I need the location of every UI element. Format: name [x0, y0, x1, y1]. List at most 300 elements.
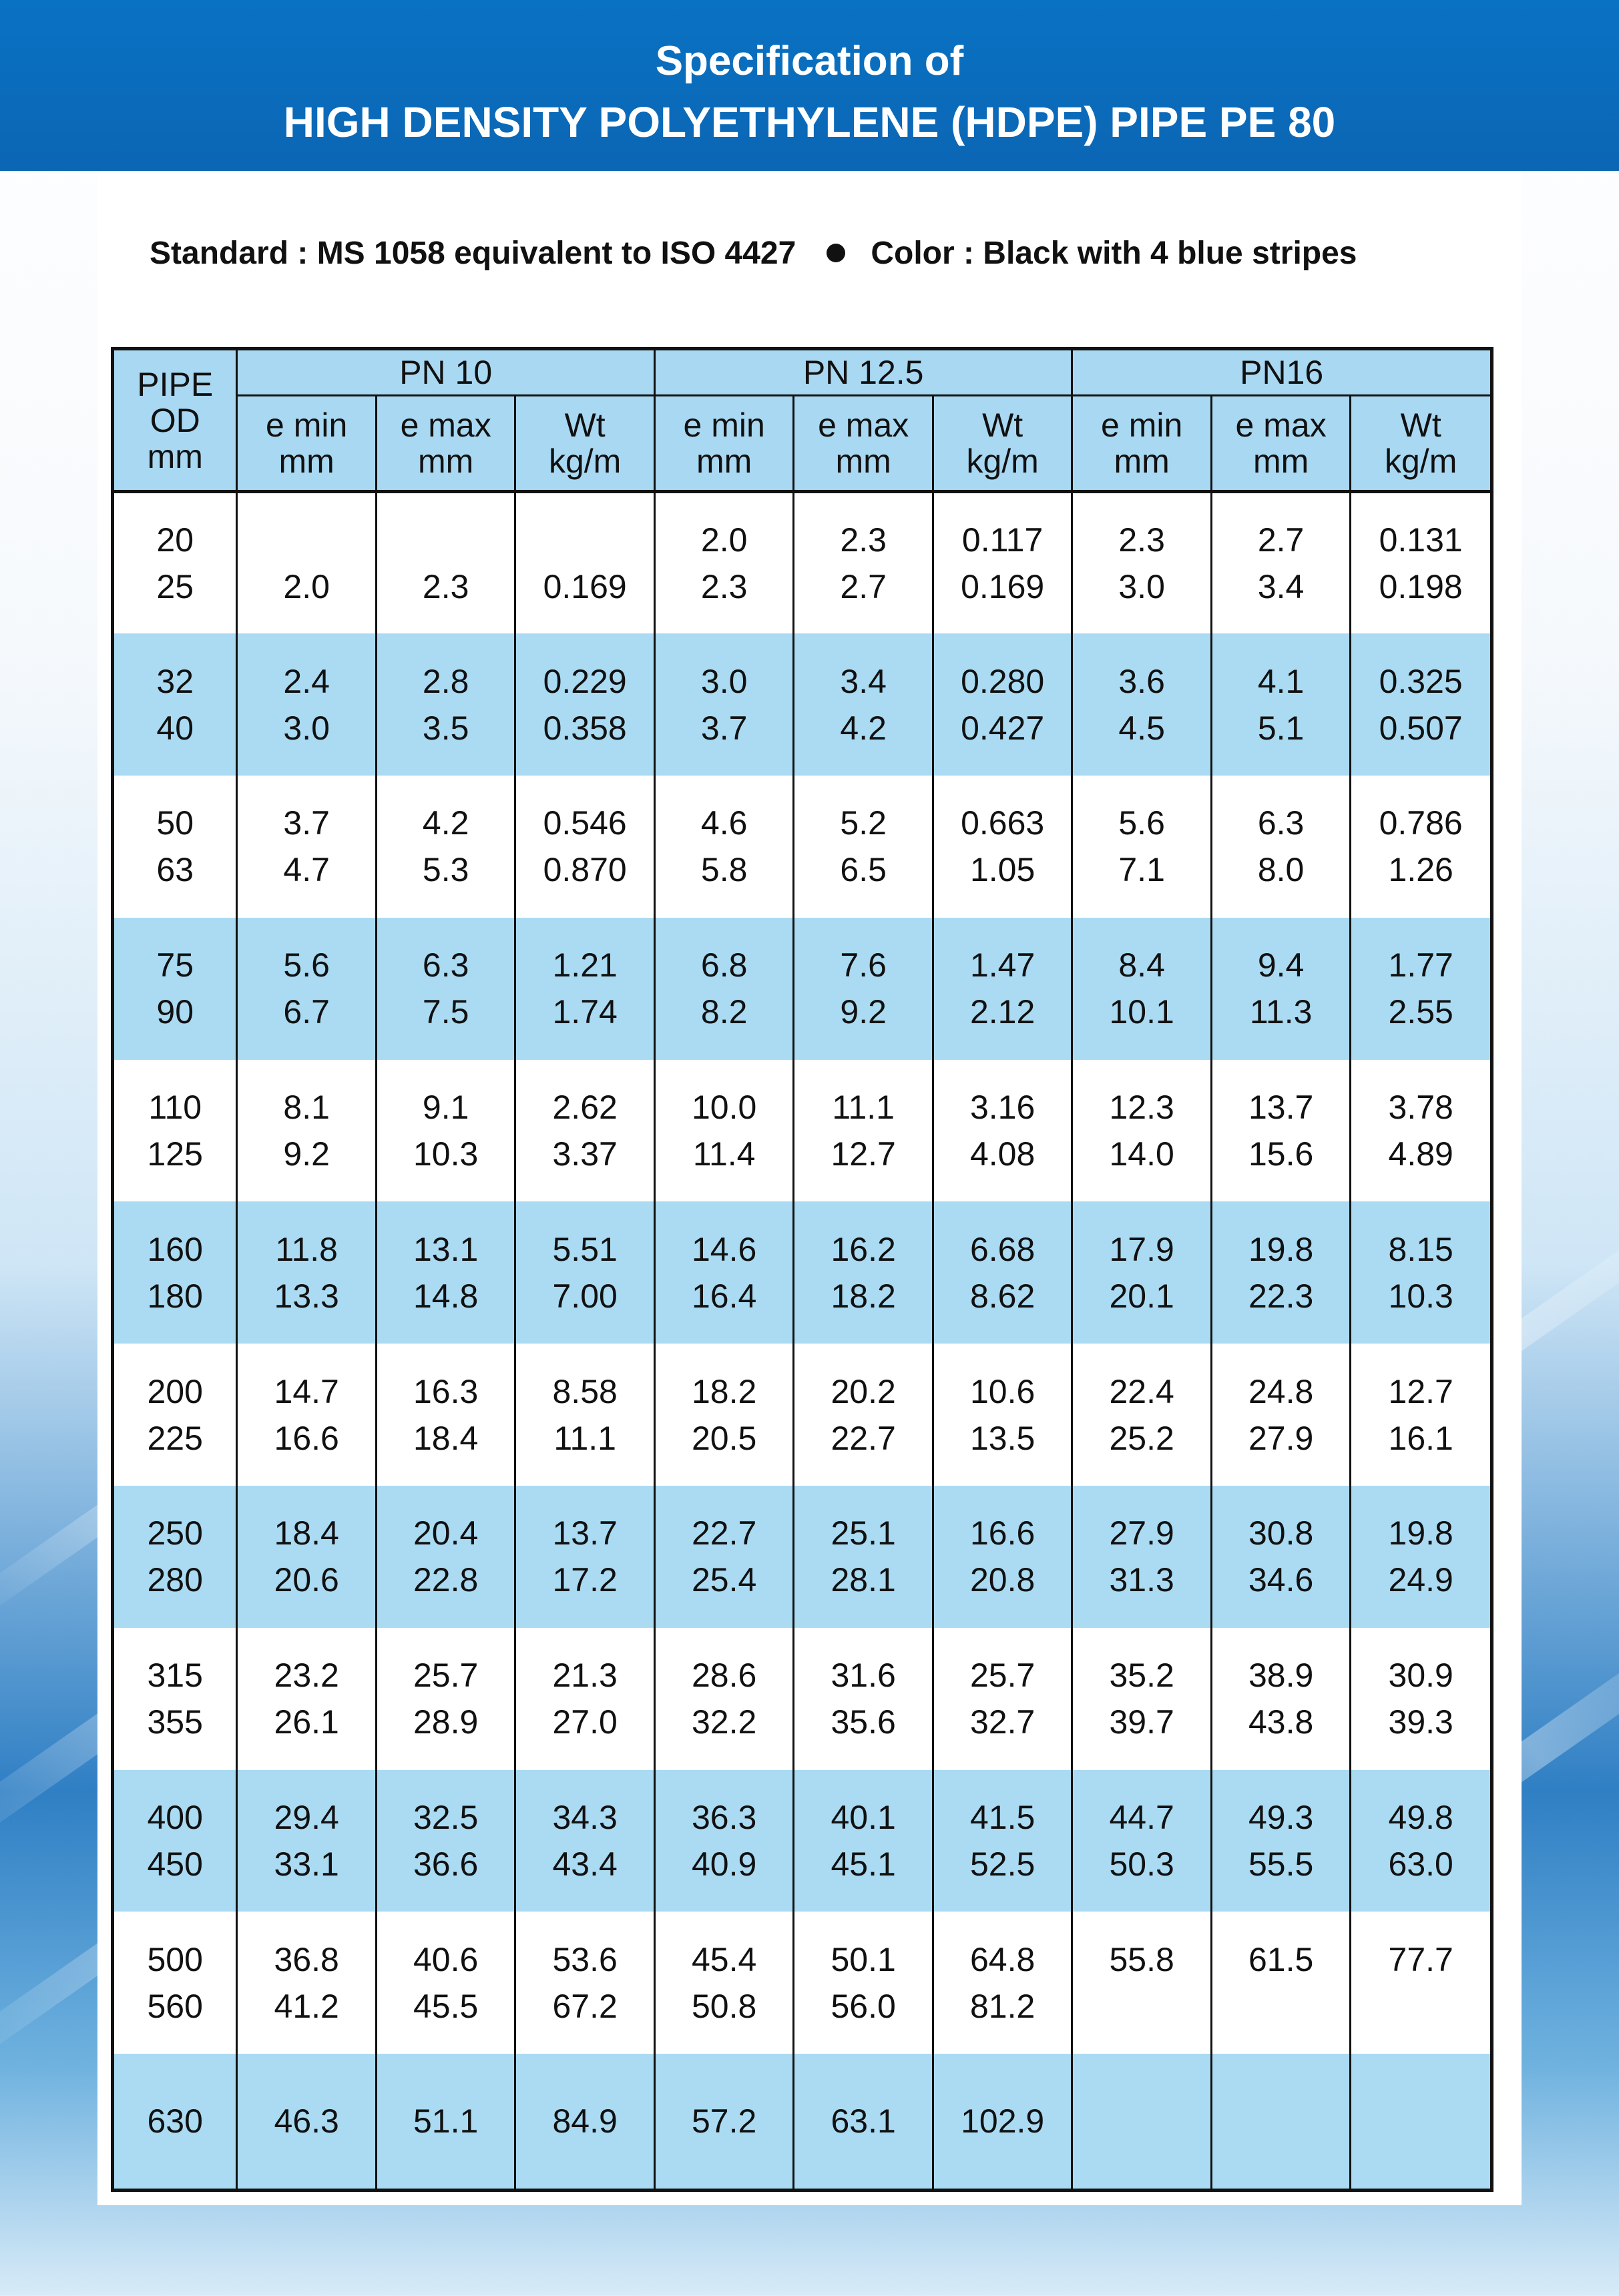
cell-value: 49.8	[1388, 1799, 1453, 1837]
table-cell	[237, 1201, 376, 1344]
cell-value: 5.6	[283, 946, 330, 984]
pipe-od-value: 630	[147, 2102, 203, 2140]
table-cell	[1351, 1486, 1492, 1628]
cell-value: 45.4	[692, 1940, 757, 1978]
table-cell	[376, 1912, 515, 2054]
sub-header-unit: mm	[1252, 443, 1309, 480]
sub-header-top: e max	[1235, 406, 1327, 444]
table-cell	[933, 776, 1072, 918]
cell-value: 4.5	[1118, 709, 1165, 747]
cell-value: 0.358	[543, 709, 627, 747]
cell-value: 3.7	[700, 709, 748, 747]
cell-value: 17.2	[552, 1561, 618, 1599]
cell-value: 10.3	[413, 1135, 479, 1173]
cell-value: 3.0	[700, 662, 748, 700]
table-cell	[794, 1912, 933, 2054]
table-band	[113, 776, 1492, 918]
cell-value: 40.1	[831, 1799, 896, 1837]
table-cell	[515, 633, 655, 776]
table-cell	[237, 633, 376, 776]
cell-value: 27.0	[552, 1703, 618, 1741]
table-cell	[933, 1770, 1072, 1912]
cell-value: 1.74	[552, 993, 618, 1031]
pipe-od-value: 20	[156, 521, 194, 559]
table-cell	[515, 1060, 655, 1202]
cell-value: 36.8	[274, 1940, 339, 1978]
cell-value: 45.5	[413, 1987, 479, 2025]
table-cell	[933, 1912, 1072, 2054]
spec-table	[111, 347, 1493, 2192]
cell-value: 10.0	[692, 1089, 757, 1127]
cell-value: 51.1	[413, 2102, 479, 2140]
table-band	[113, 1628, 1492, 1770]
cell-value: 4.1	[1257, 662, 1305, 700]
cell-value: 35.6	[831, 1703, 896, 1741]
table-cell	[376, 1770, 515, 1912]
cell-value: 14.6	[692, 1230, 757, 1268]
table-cell	[1351, 1770, 1492, 1912]
cell-value: 36.3	[692, 1799, 757, 1837]
table-cell	[515, 1344, 655, 1486]
pipe-od-value: 280	[147, 1561, 203, 1599]
pipe-od-value: 160	[147, 1230, 203, 1268]
table-cell	[794, 1201, 933, 1344]
cell-value: 32.7	[969, 1703, 1035, 1741]
cell-value	[1351, 2098, 1490, 2144]
table-cell	[1351, 1912, 1492, 2054]
cell-value: 18.4	[413, 1419, 479, 1457]
pipe-od-value: 200	[147, 1372, 203, 1410]
table-cell	[515, 1201, 655, 1344]
cell-value: 2.3	[700, 568, 748, 606]
table-band	[113, 918, 1492, 1060]
table-band	[113, 1770, 1492, 1912]
cell-value: 0.427	[961, 709, 1045, 747]
table-cell	[654, 1060, 793, 1202]
cell-value: 34.3	[552, 1799, 618, 1837]
sub-header-cell	[1211, 396, 1350, 492]
cell-value: 102.9	[961, 2102, 1045, 2140]
cell-value: 19.8	[1248, 1230, 1314, 1268]
table-cell	[654, 2054, 793, 2190]
cell-value: 8.58	[552, 1372, 618, 1410]
cell-value: 3.4	[1257, 568, 1305, 606]
cell-value: 46.3	[274, 2102, 339, 2140]
cell-value	[1073, 1983, 1210, 2030]
cell-value: 32.5	[413, 1799, 479, 1837]
cell-value: 0.325	[1379, 662, 1463, 700]
cell-value: 3.7	[283, 804, 330, 842]
table-cell	[1351, 918, 1492, 1060]
cell-value: 0.229	[543, 662, 627, 700]
page-header	[0, 0, 1619, 171]
cell-value: 0.198	[1379, 568, 1463, 606]
cell-value: 14.8	[413, 1277, 479, 1315]
bullet-icon	[827, 244, 845, 262]
table-cell	[933, 492, 1072, 634]
cell-value	[1212, 1983, 1349, 2030]
cell-value: 20.6	[274, 1561, 339, 1599]
cell-value: 44.7	[1109, 1799, 1174, 1837]
pipe-od-value: 110	[148, 1089, 202, 1127]
table-cell	[376, 492, 515, 634]
cell-value: 24.8	[1248, 1372, 1314, 1410]
table-band	[113, 1912, 1492, 2054]
sub-header-cell	[237, 396, 376, 492]
table-cell	[794, 1770, 933, 1912]
cell-value: 2.55	[1388, 993, 1453, 1031]
cell-value: 30.8	[1248, 1514, 1314, 1552]
cell-value: 50.8	[692, 1987, 757, 2025]
table-cell	[237, 1628, 376, 1770]
cell-value: 5.2	[840, 804, 887, 842]
group-header-pn10: PN 10	[237, 349, 654, 396]
cell-value: 12.7	[1388, 1372, 1453, 1410]
cell-value: 10.6	[969, 1372, 1035, 1410]
cell-value: 5.3	[422, 851, 469, 889]
pipe-od-cell	[113, 1770, 237, 1912]
table-cell	[933, 1060, 1072, 1202]
table-cell	[1211, 492, 1350, 634]
cell-value: 1.77	[1388, 946, 1453, 984]
cell-value: 27.9	[1109, 1514, 1174, 1552]
cell-value: 4.89	[1388, 1135, 1453, 1173]
table-cell	[1351, 492, 1492, 634]
cell-value: 49.3	[1248, 1799, 1314, 1837]
cell-value: 13.7	[1248, 1089, 1314, 1127]
cell-value: 13.5	[969, 1419, 1035, 1457]
table-cell	[933, 1344, 1072, 1486]
cell-value: 18.2	[692, 1372, 757, 1410]
table-cell	[654, 1912, 793, 2054]
table-band	[113, 1201, 1492, 1344]
table-band	[113, 2054, 1492, 2190]
cell-value: 14.0	[1109, 1135, 1174, 1173]
cell-value: 41.2	[274, 1987, 339, 2025]
table-cell	[1072, 1770, 1211, 1912]
cell-value: 0.169	[543, 568, 627, 606]
pipe-od-value: 355	[147, 1703, 203, 1741]
table-cell	[376, 2054, 515, 2190]
pipe-od-value: 225	[147, 1419, 203, 1457]
cell-value: 81.2	[969, 1987, 1035, 2025]
sub-header-cell	[1351, 396, 1492, 492]
cell-value: 7.5	[422, 993, 469, 1031]
cell-value: 3.5	[422, 709, 469, 747]
cell-value: 2.62	[552, 1089, 618, 1127]
cell-value: 7.6	[840, 946, 887, 984]
table-cell	[237, 492, 376, 634]
cell-value: 55.8	[1109, 1940, 1174, 1978]
cell-value	[238, 517, 375, 563]
table-cell	[237, 1770, 376, 1912]
cell-value: 3.0	[1118, 568, 1165, 606]
pipe-od-cell	[113, 1628, 237, 1770]
cell-value: 9.2	[840, 993, 887, 1031]
pipe-od-value: 40	[156, 709, 194, 747]
table-cell	[654, 1628, 793, 1770]
header-title-line1: Specification of	[655, 38, 964, 84]
group-header-pn16: PN16	[1072, 349, 1492, 396]
cell-value: 0.131	[1379, 521, 1463, 559]
sub-header-cell	[794, 396, 933, 492]
cell-value: 34.6	[1248, 1561, 1314, 1599]
table-cell	[1211, 1628, 1350, 1770]
header-title-line2: HIGH DENSITY POLYETHYLENE (HDPE) PIPE PE 80	[283, 98, 1336, 146]
pipe-od-cell	[113, 492, 237, 634]
cell-value: 67.2	[552, 1987, 618, 2025]
cell-value: 8.0	[1257, 851, 1305, 889]
cell-value: 25.4	[692, 1561, 757, 1599]
pipe-od-value: 400	[147, 1799, 203, 1837]
cell-value: 50.3	[1109, 1845, 1174, 1884]
sub-header-top: Wt	[982, 406, 1023, 444]
cell-value: 61.5	[1248, 1940, 1314, 1978]
table-cell	[1211, 776, 1350, 918]
table-cell	[376, 1201, 515, 1344]
table-cell	[515, 2054, 655, 2190]
pipe-od-value: 63	[156, 851, 194, 889]
cell-value: 4.7	[283, 851, 330, 889]
cell-value: 0.280	[961, 662, 1045, 700]
table-band	[113, 492, 1492, 634]
sub-header-cell	[933, 396, 1072, 492]
table-cell	[654, 918, 793, 1060]
table-cell	[1351, 2054, 1492, 2190]
cell-value: 4.2	[840, 709, 887, 747]
cell-value: 2.3	[840, 521, 887, 559]
cell-value: 31.6	[831, 1657, 896, 1695]
cell-value: 40.9	[692, 1845, 757, 1884]
pipe-od-cell	[113, 1344, 237, 1486]
spec-table-body	[113, 492, 1492, 2191]
table-cell	[1211, 1486, 1350, 1628]
sub-header-unit: kg/m	[548, 443, 622, 480]
table-cell	[1072, 1628, 1211, 1770]
cell-value: 6.8	[700, 946, 748, 984]
table-cell	[1072, 918, 1211, 1060]
cell-value: 39.3	[1388, 1703, 1453, 1741]
pipe-od-value: 500	[147, 1940, 203, 1978]
cell-value: 6.68	[969, 1230, 1035, 1268]
cell-value: 11.4	[692, 1135, 756, 1173]
table-cell	[1072, 1060, 1211, 1202]
cell-value: 8.62	[969, 1277, 1035, 1315]
cell-value: 3.0	[283, 709, 330, 747]
cell-value: 32.2	[692, 1703, 757, 1741]
table-cell	[237, 2054, 376, 2190]
cell-value: 2.8	[422, 662, 469, 700]
table-cell	[1211, 1060, 1350, 1202]
table-cell	[1351, 1628, 1492, 1770]
sub-header-top: Wt	[1400, 406, 1441, 444]
cell-value: 0.507	[1379, 709, 1463, 747]
cell-value: 20.2	[831, 1372, 896, 1410]
cell-value: 1.26	[1388, 851, 1453, 889]
cell-value: 18.4	[274, 1514, 339, 1552]
cell-value: 6.3	[1257, 804, 1305, 842]
cell-value	[1212, 2098, 1349, 2144]
pipe-header-line2: OD	[150, 401, 200, 439]
table-cell	[1211, 918, 1350, 1060]
cell-value: 21.3	[552, 1657, 618, 1695]
cell-value: 2.0	[283, 568, 330, 606]
pipe-od-cell	[113, 1486, 237, 1628]
table-cell	[1351, 1060, 1492, 1202]
sub-header-cell	[1072, 396, 1211, 492]
table-cell	[1211, 1912, 1350, 2054]
cell-value: 25.7	[969, 1657, 1035, 1695]
cell-value	[1351, 1983, 1490, 2030]
table-cell	[376, 633, 515, 776]
cell-value: 20.1	[1109, 1277, 1174, 1315]
pipe-od-value: 560	[147, 1987, 203, 2025]
pipe-od-header	[113, 349, 237, 492]
pipe-od-cell	[113, 1201, 237, 1344]
cell-value: 16.6	[969, 1514, 1035, 1552]
cell-value: 9.2	[283, 1135, 330, 1173]
pipe-od-value: 450	[147, 1845, 203, 1884]
cell-value: 53.6	[552, 1940, 618, 1978]
cell-value: 4.6	[700, 804, 748, 842]
cell-value: 0.870	[543, 851, 627, 889]
cell-value: 8.2	[700, 993, 748, 1031]
cell-value: 1.05	[969, 851, 1035, 889]
table-cell	[794, 1486, 933, 1628]
table-cell	[794, 2054, 933, 2190]
sub-header-unit: mm	[835, 443, 891, 480]
table-cell	[1072, 1486, 1211, 1628]
cell-value: 13.3	[274, 1277, 339, 1315]
cell-value: 17.9	[1109, 1230, 1174, 1268]
cell-value: 6.3	[422, 946, 469, 984]
cell-value: 11.3	[1249, 993, 1313, 1031]
table-cell	[933, 1201, 1072, 1344]
table-cell	[376, 918, 515, 1060]
table-cell	[515, 1912, 655, 2054]
table-cell	[515, 1486, 655, 1628]
cell-value: 43.8	[1248, 1703, 1314, 1741]
table-cell	[654, 492, 793, 634]
cell-value: 22.8	[413, 1561, 479, 1599]
cell-value: 7.00	[552, 1277, 618, 1315]
table-cell	[515, 776, 655, 918]
table-cell	[1072, 633, 1211, 776]
table-cell	[515, 918, 655, 1060]
table-cell	[237, 1060, 376, 1202]
cell-value: 16.2	[831, 1230, 896, 1268]
cell-value: 6.7	[283, 993, 330, 1031]
cell-value: 41.5	[969, 1799, 1035, 1837]
cell-value: 25.2	[1109, 1419, 1174, 1457]
table-cell	[1351, 633, 1492, 776]
table-cell	[376, 1344, 515, 1486]
cell-value: 24.9	[1388, 1561, 1453, 1599]
table-cell	[794, 1060, 933, 1202]
cell-value: 16.3	[413, 1372, 479, 1410]
pipe-od-value: 125	[147, 1135, 203, 1173]
cell-value: 23.2	[274, 1657, 339, 1695]
cell-value	[516, 517, 654, 563]
pipe-header-line1: PIPE	[137, 365, 214, 403]
cell-value: 77.7	[1388, 1940, 1453, 1978]
table-cell	[654, 633, 793, 776]
cell-value: 6.5	[840, 851, 887, 889]
cell-value: 12.7	[831, 1135, 896, 1173]
cell-value: 10.3	[1388, 1277, 1453, 1315]
cell-value: 84.9	[552, 2102, 618, 2140]
cell-value: 25.1	[831, 1514, 896, 1552]
table-cell	[1351, 776, 1492, 918]
cell-value: 18.2	[831, 1277, 896, 1315]
cell-value: 38.9	[1248, 1657, 1314, 1695]
cell-value: 27.9	[1248, 1419, 1314, 1457]
cell-value: 13.1	[413, 1230, 479, 1268]
table-cell	[1211, 1344, 1350, 1486]
table-cell	[1072, 2054, 1211, 2190]
table-cell	[654, 1201, 793, 1344]
table-cell	[794, 633, 933, 776]
sub-header-unit: kg/m	[966, 443, 1039, 480]
pipe-od-value: 90	[156, 993, 194, 1031]
cell-value: 8.15	[1388, 1230, 1453, 1268]
cell-value: 26.1	[274, 1703, 339, 1741]
cell-value: 15.6	[1248, 1135, 1314, 1173]
cell-value: 8.4	[1118, 946, 1165, 984]
sub-header-unit: mm	[278, 443, 334, 480]
table-cell	[654, 1486, 793, 1628]
cell-value: 2.0	[700, 521, 748, 559]
cell-value: 11.1	[553, 1419, 616, 1457]
cell-value: 16.4	[692, 1277, 757, 1315]
cell-value: 3.4	[840, 662, 887, 700]
cell-value: 25.7	[413, 1657, 479, 1695]
sub-header-top: e max	[400, 406, 491, 444]
cell-value: 2.3	[422, 568, 469, 606]
sub-header-unit: mm	[1114, 443, 1170, 480]
sub-header-unit: mm	[696, 443, 752, 480]
table-cell	[376, 1060, 515, 1202]
pipe-od-cell	[113, 633, 237, 776]
sub-header-top: Wt	[564, 406, 606, 444]
table-cell	[1072, 1344, 1211, 1486]
pipe-od-value: 250	[147, 1514, 203, 1552]
cell-value: 57.2	[692, 2102, 757, 2140]
table-cell	[237, 1912, 376, 2054]
cell-value: 20.4	[413, 1514, 479, 1552]
pipe-od-value: 315	[147, 1657, 203, 1695]
table-cell	[1211, 633, 1350, 776]
table-cell	[1072, 1201, 1211, 1344]
cell-value: 7.1	[1118, 851, 1165, 889]
cell-value: 4.08	[969, 1135, 1035, 1173]
table-cell	[1351, 1344, 1492, 1486]
cell-value: 30.9	[1388, 1657, 1453, 1695]
sub-header-top: e max	[818, 406, 909, 444]
table-cell	[515, 492, 655, 634]
table-cell	[933, 1628, 1072, 1770]
cell-value: 3.16	[969, 1089, 1035, 1127]
table-cell	[1351, 1201, 1492, 1344]
table-band	[113, 633, 1492, 776]
table-cell	[376, 1628, 515, 1770]
sub-header-top: e min	[266, 406, 348, 444]
cell-value: 12.3	[1109, 1089, 1174, 1127]
cell-value: 39.7	[1109, 1703, 1174, 1741]
pipe-od-cell	[113, 1912, 237, 2054]
cell-value	[377, 517, 514, 563]
table-cell	[794, 1628, 933, 1770]
